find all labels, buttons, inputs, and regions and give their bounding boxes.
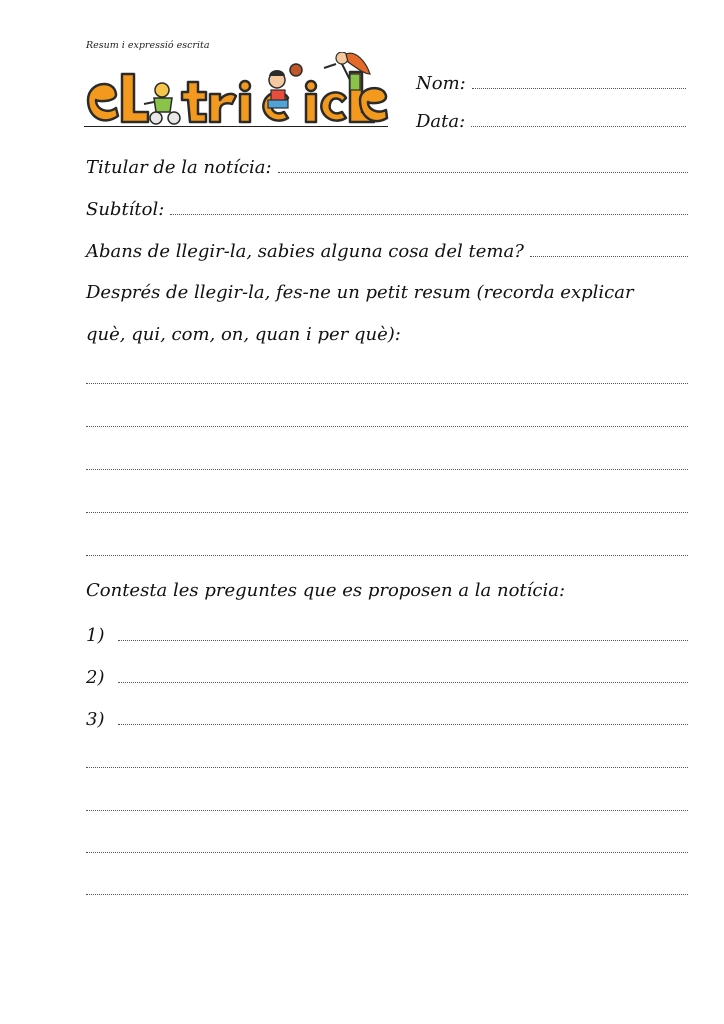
name-label: Nom: [416, 73, 466, 94]
subtitle-label: Subtítol: [86, 199, 165, 220]
answer-line[interactable] [86, 894, 688, 895]
headline-label: Titular de la notícia: [86, 157, 272, 178]
el-tricicle-logo [84, 52, 390, 130]
question-3-line[interactable] [118, 724, 688, 725]
subtitle-line[interactable] [170, 214, 688, 215]
summary-answer-line[interactable] [86, 426, 688, 427]
headline-line[interactable] [278, 172, 688, 173]
question-2-field[interactable] [86, 662, 688, 688]
name-line[interactable] [472, 88, 686, 89]
date-line[interactable] [471, 126, 686, 127]
summary-answer-line[interactable] [86, 469, 688, 470]
prior-knowledge-line[interactable] [530, 256, 688, 257]
prior-knowledge-field[interactable] [86, 236, 688, 262]
question-number: 2) [86, 667, 105, 688]
answer-line[interactable] [86, 810, 688, 811]
summary-answer-line[interactable] [86, 512, 688, 513]
worksheet-category-label: Resum i expressió escrita [86, 40, 210, 51]
question-1-field[interactable] [86, 620, 688, 646]
summary-instruction-line2: què, qui, com, on, quan i per què): [86, 324, 401, 345]
headline-field[interactable] [86, 152, 688, 178]
el-tricicle-logo-graphic [84, 52, 390, 130]
question-2-line[interactable] [118, 682, 688, 683]
summary-instruction-line1: Després de llegir-la, fes-ne un petit resum (recorda explicar [86, 282, 634, 303]
question-number: 3) [86, 709, 105, 730]
prior-knowledge-question: Abans de llegir-la, sabies alguna cosa del tema? [86, 241, 524, 262]
boy-reading-illustration [268, 70, 288, 108]
question-number: 1) [86, 625, 105, 646]
question-3-field[interactable] [86, 704, 688, 730]
questions-instruction: Contesta les preguntes que es proposen a la notícia: [86, 580, 566, 601]
logo-underline [84, 126, 388, 127]
summary-answer-line[interactable] [86, 555, 688, 556]
question-1-line[interactable] [118, 640, 688, 641]
answer-line[interactable] [86, 852, 688, 853]
date-label: Data: [416, 111, 466, 132]
subtitle-field[interactable] [86, 194, 688, 220]
date-field[interactable] [416, 108, 686, 132]
answer-line[interactable] [86, 767, 688, 768]
child-on-tricycle-illustration [144, 83, 180, 124]
name-field[interactable] [416, 70, 686, 94]
summary-answer-line[interactable] [86, 383, 688, 384]
